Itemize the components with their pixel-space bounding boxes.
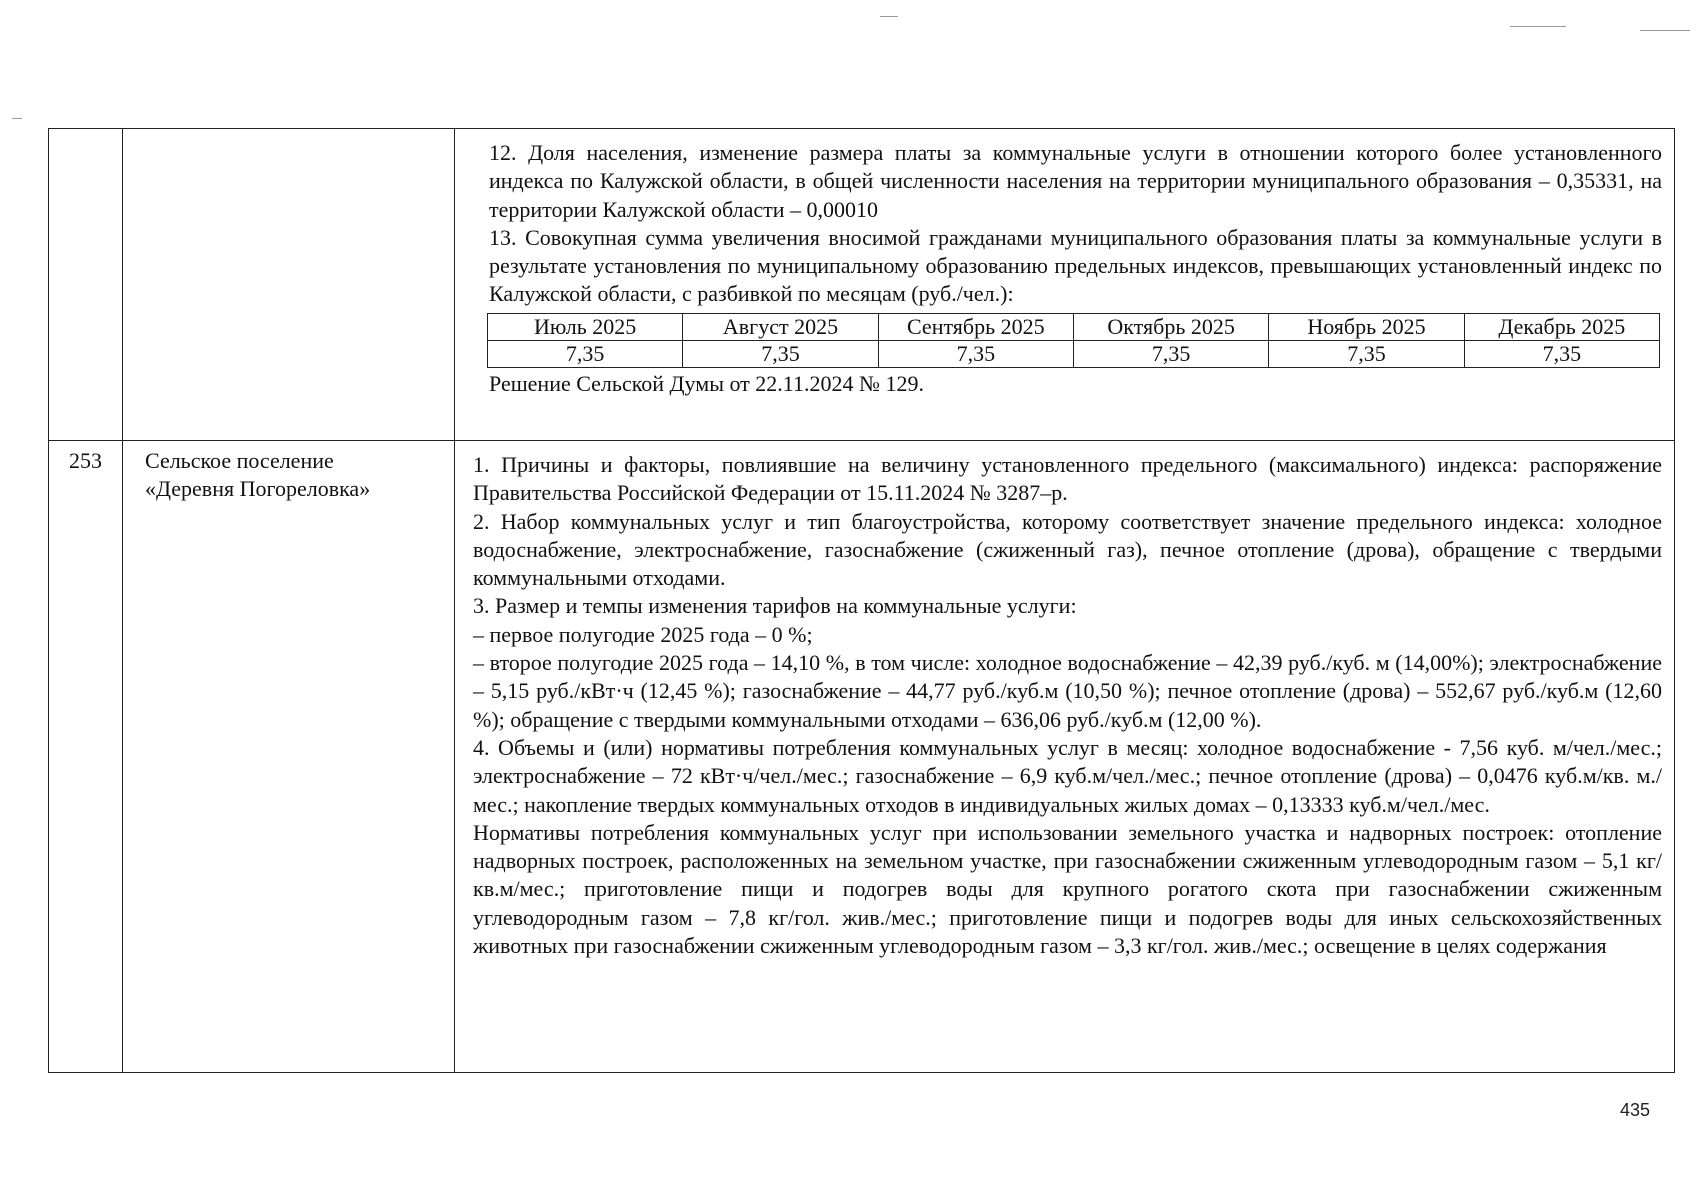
month-value: 7,35 (683, 340, 878, 367)
municipality-name-line: «Деревня Погореловка» (145, 476, 371, 501)
month-header: Август 2025 (683, 313, 878, 340)
details-cell (455, 441, 1675, 1073)
item-1-text: 1. Причины и факторы, повлиявшие на величину установленного предельного (максимального) индекса: распоряжение Правительства Российской Федерации от 15.11.2024 № 3287–р. (473, 452, 1662, 506)
month-header: Декабрь 2025 (1464, 313, 1659, 340)
scan-mark (880, 16, 898, 17)
monthly-increase-table (487, 313, 1660, 368)
item-13-text: 13. Совокупная сумма увеличения вносимой гражданами муниципального образования платы за коммунальные услуги в результате установления по муниципальному образованию предельных индексов, превышающих установленный индекс по Калужской области, с разбивкой по месяцам (руб./чел.): (489, 224, 1662, 307)
tariff-table (48, 128, 1675, 1073)
months-header-row (488, 313, 1660, 340)
municipality-name-cell (123, 441, 455, 1073)
scan-mark (1640, 30, 1690, 31)
decision-text: Решение Сельской Думы от 22.11.2024 № 129. (489, 370, 924, 396)
month-header: Сентябрь 2025 (878, 313, 1073, 340)
month-value: 7,35 (1269, 340, 1464, 367)
row-number-cell: 253 (49, 441, 123, 1073)
month-value: 7,35 (1464, 340, 1659, 367)
row-number-cell (49, 129, 123, 441)
municipality-name-line: Сельское поселение (145, 448, 334, 473)
month-header: Октябрь 2025 (1073, 313, 1268, 340)
details-cell (455, 129, 1675, 441)
month-value: 7,35 (878, 340, 1073, 367)
scan-mark (12, 118, 22, 119)
norms-text: Нормативы потребления коммунальных услуг при использовании земельного участка и надворных построек: отопление надворных построек, расположенных на земельном участке, при газоснабжении сжиженным углеводородным газом – 5,1 кг/кв.м/мес.; приготовление пищи и подогрев воды для крупного рогатого скота при газоснабжении сжиженным углеводородным газом – 7,8 кг/гол. жив./мес.; приготовление пищи и подогрев воды для иных сельскохозяйственных животных при газоснабжении сжиженным углеводородным газом – 3,3 кг/гол. жив./мес.; освещение в целях содержания (473, 819, 1662, 959)
months-values-row (488, 340, 1660, 367)
month-header: Июль 2025 (488, 313, 683, 340)
item-3a-text: – первое полугодие 2025 года – 0 %; (473, 621, 813, 647)
item-2-text: 2. Набор коммунальных услуг и тип благоустройства, которому соответствует значение предельного индекса: холодное водоснабжение, электроснабжение, газоснабжение (сжиженный газ), печное отопление (дрова), обращение с твердыми коммунальными отходами. (473, 508, 1662, 591)
table-row (49, 129, 1675, 441)
municipality-name-cell (123, 129, 455, 441)
item-4-text: 4. Объемы и (или) нормативы потребления коммунальных услуг в месяц: холодное водоснабжение - 7,56 куб. м/чел./мес.; электроснабжение – 72 кВт·ч/чел./мес.; газоснабжение – 6,9 куб.м/чел./мес.; печное отопление (дрова) – 0,0476 куб.м/кв. м./мес.; накопление твердых коммунальных отходов в индивидуальных жилых домах – 0,13333 куб.м/чел./мес. (473, 734, 1662, 817)
scan-mark (1510, 26, 1566, 27)
item-3-text: 3. Размер и темпы изменения тарифов на коммунальные услуги: (473, 593, 1077, 619)
month-header: Ноябрь 2025 (1269, 313, 1464, 340)
item-12-text: 12. Доля населения, изменение размера платы за коммунальные услуги в отношении которого более установленного индекса по Калужской области, в общей численности населения на территории муниципального образования – 0,35331, на территории Калужской области – 0,00010 (489, 140, 1662, 222)
table-row (49, 441, 1675, 1073)
page-number: 435 (1620, 1100, 1651, 1120)
month-value: 7,35 (1073, 340, 1268, 367)
item-3b-text: – второе полугодие 2025 года – 14,10 %, в том числе: холодное водоснабжение – 42,39 руб./куб. м (14,00%); электроснабжение – 5,15 руб./кВт·ч (12,45 %); газоснабжение – 44,77 руб./куб.м (10,50 %); печное отопление (дрова) – 552,67 руб./куб.м (12,60 %); обращение с твердыми коммунальными отходами – 636,06 руб./куб.м (12,00 %). (473, 650, 1662, 732)
month-value: 7,35 (488, 340, 683, 367)
